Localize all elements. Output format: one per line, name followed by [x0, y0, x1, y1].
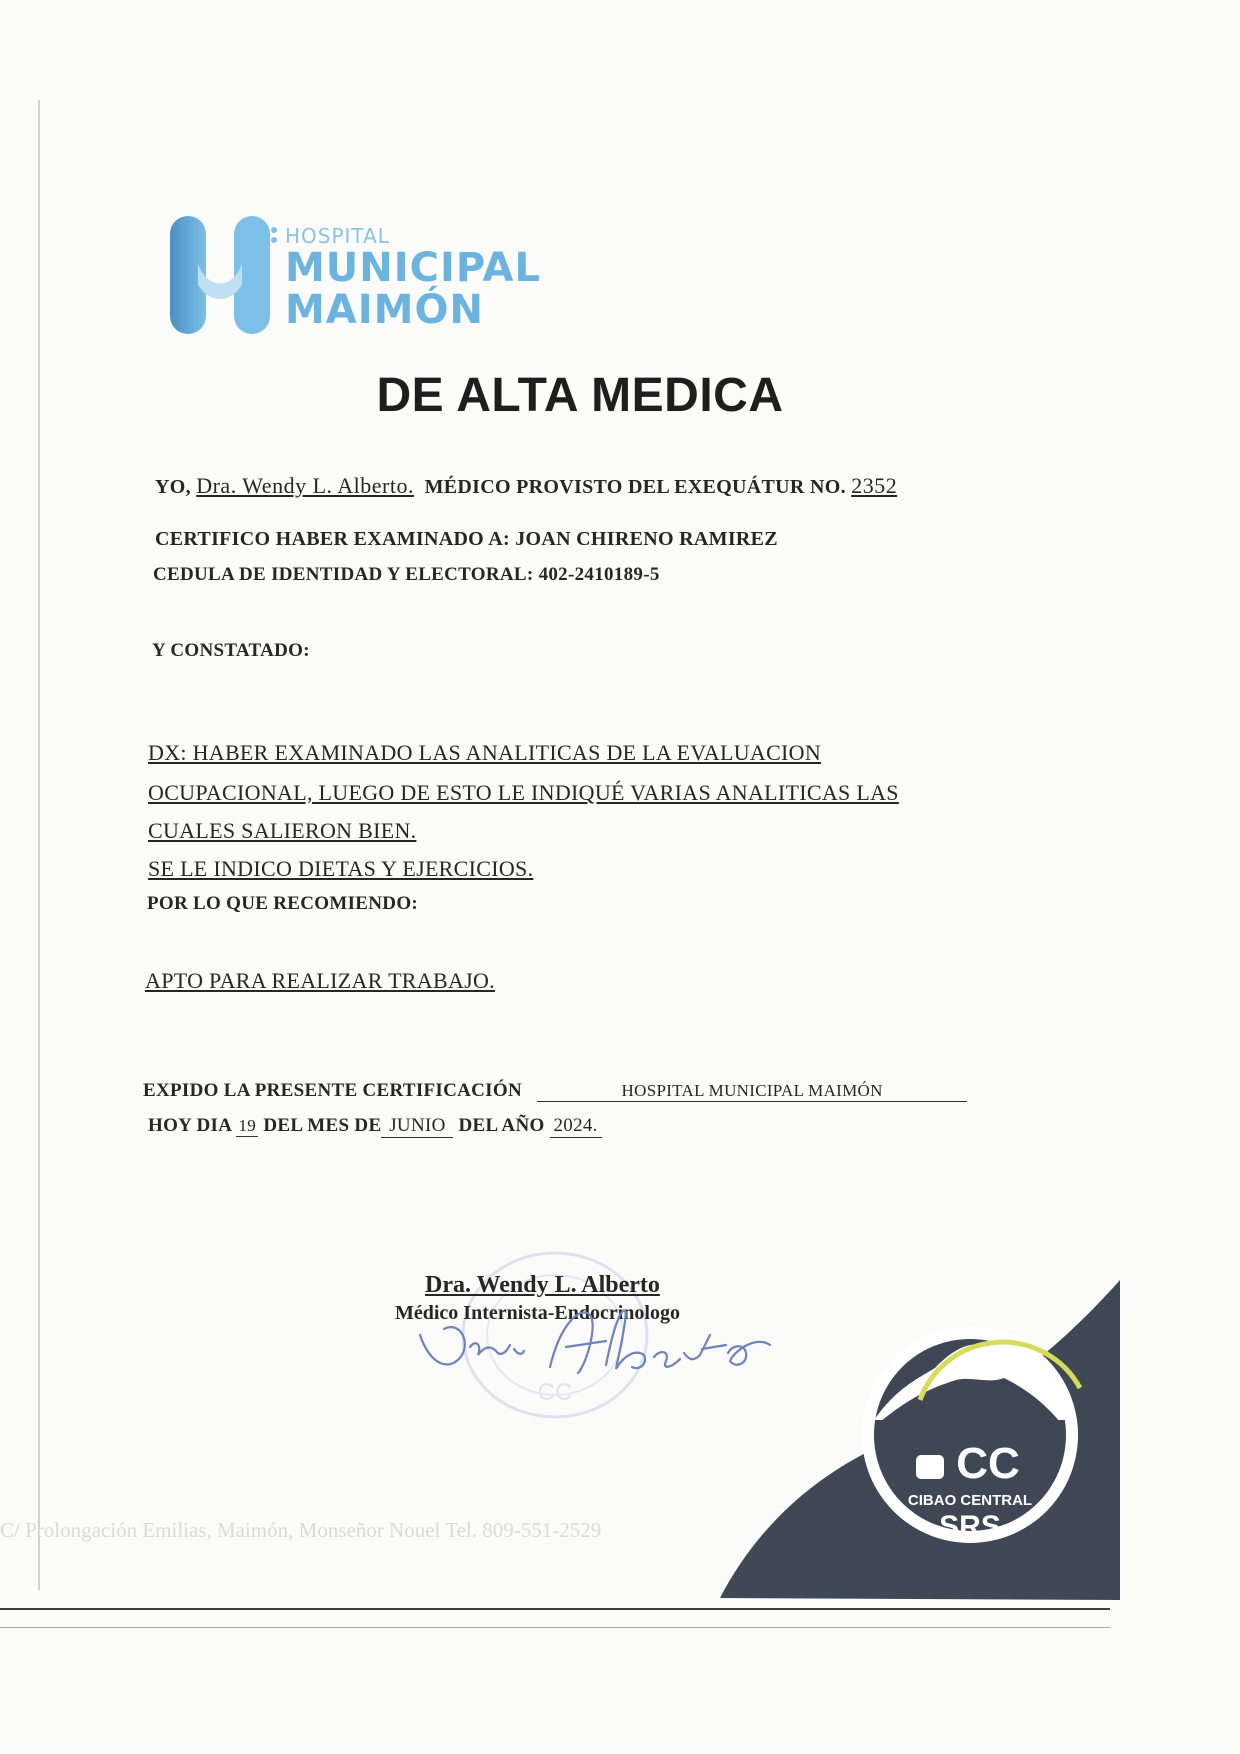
- issuance-year: 2024.: [550, 1115, 602, 1138]
- hospital-logo-text: [285, 224, 541, 333]
- exequatur-label: MÉDICO PROVISTO DEL EXEQUÁTUR NO.: [424, 476, 846, 498]
- issuance-line-1: [143, 1080, 967, 1102]
- yo-prefix: YO,: [155, 476, 191, 498]
- document-title: DE ALTA MEDICA: [376, 369, 784, 422]
- footer-address: C/ Prolongación Emilias, Maimón, Monseñor Nouel Tel. 809-551-2529: [0, 1518, 602, 1542]
- stamp-text: CC: [537, 1379, 573, 1406]
- page-edge-line: [38, 100, 40, 1590]
- cc-icon: [916, 1455, 944, 1479]
- cibao-central-badge: [720, 1280, 1120, 1615]
- result-apto: APTO PARA REALIZAR TRABAJO.: [145, 968, 495, 993]
- hoy-dia-label: HOY DIA: [148, 1115, 232, 1136]
- signature-text: Dra. Alberto: [410, 1295, 415, 1296]
- issuance-day: 19: [236, 1116, 258, 1137]
- badge-line-2: SRS: [939, 1510, 1001, 1543]
- doctor-name-handwritten: Dra. Wendy L. Alberto.: [196, 473, 414, 498]
- expido-label: EXPIDO LA PRESENTE CERTIFICACIÓN: [143, 1080, 522, 1101]
- issuance-month: JUNIO: [381, 1115, 453, 1138]
- hospital-h-icon: [168, 212, 278, 342]
- del-mes-label: DEL MES DE: [263, 1115, 382, 1136]
- bottom-border-line: [0, 1608, 1110, 1610]
- issuance-line-2: [148, 1115, 602, 1138]
- cedula-line: CEDULA DE IDENTIDAD Y ELECTORAL: 402-2410189-5: [153, 564, 660, 585]
- issuance-place: HOSPITAL MUNICIPAL MAIMÓN: [537, 1081, 967, 1102]
- logo-line-3: MAIMÓN: [285, 287, 484, 333]
- recomiendo-label: POR LO QUE RECOMIENDO:: [147, 893, 419, 914]
- signer-role: Médico Internista-Endocrinologo: [395, 1302, 680, 1324]
- exequatur-number: 2352: [851, 473, 898, 498]
- del-ano-label: DEL AÑO: [458, 1115, 545, 1136]
- diagnosis-line-3: CUALES SALIERON BIEN.: [148, 818, 417, 843]
- logo-line-2: MUNICIPAL: [285, 245, 541, 291]
- statement-line-1: [155, 473, 897, 499]
- signer-name: Dra. Wendy L. Alberto: [425, 1272, 660, 1298]
- constatado-label: Y CONSTATADO:: [152, 640, 310, 661]
- diagnosis-line-2: OCUPACIONAL, LUEGO DE ESTO LE INDIQUÉ VARIAS ANALITICAS LAS: [148, 780, 899, 805]
- bottom-border-line-2: [0, 1627, 1110, 1628]
- logo-line-1: HOSPITAL: [285, 224, 390, 248]
- diagnosis-line-4: SE LE INDICO DIETAS Y EJERCICIOS.: [148, 856, 534, 881]
- badge-line-1: CIBAO CENTRAL: [907, 1492, 1033, 1509]
- diagnosis-line-1: DX: HABER EXAMINADO LAS ANALITICAS DE LA EVALUACION: [148, 740, 822, 765]
- badge-logo: CC: [956, 1439, 1020, 1488]
- certifico-line: CERTIFICO HABER EXAMINADO A: JOAN CHIRENO RAMIREZ: [155, 528, 778, 550]
